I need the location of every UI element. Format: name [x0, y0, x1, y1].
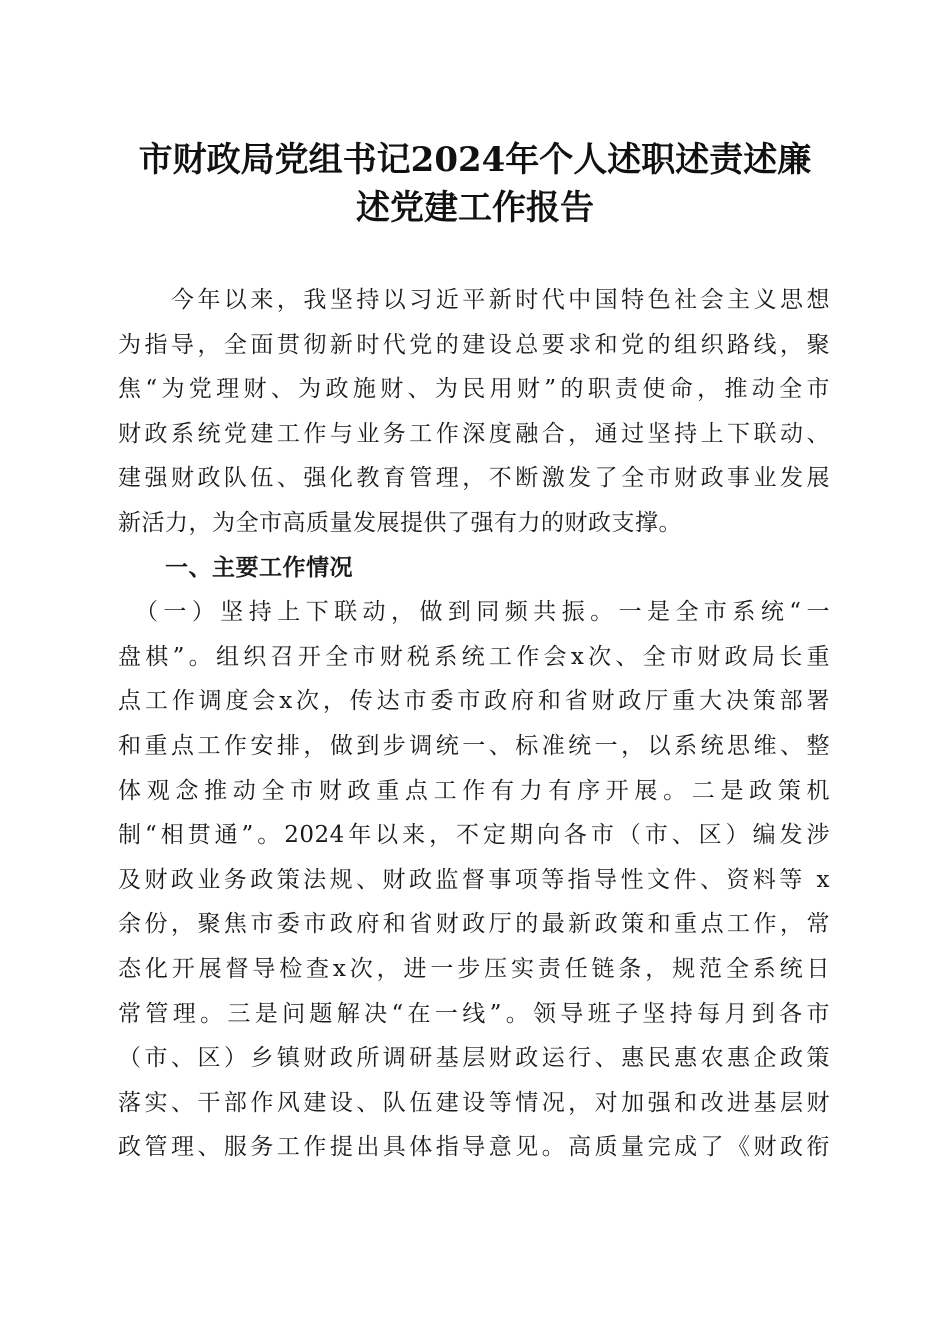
section-heading-main-work: 一、主要工作情况	[118, 554, 353, 581]
title-line-2: 述党建工作报告	[356, 188, 594, 228]
body-line-intro-1: 今年以来，我坚持以习近平新时代中国特色社会主义思想	[118, 287, 830, 313]
body-line-intro-5: 建强财政队伍、强化教育管理，不断激发了全市财政事业发展	[118, 465, 830, 492]
body-line-intro-6: 新活力，为全市高质量发展提供了强有力的财政支撑。	[118, 509, 682, 536]
body-line-intro-2: 为指导，全面贯彻新时代党的建设总要求和党的组织路线，聚	[118, 331, 830, 358]
body-line-section1-13: 政管理、服务工作提出具体指导意见。高质量完成了《财政衔	[118, 1134, 830, 1161]
body-line-intro-3: 焦“为党理财、为政施财、为民用财”的职责使命，推动全市	[118, 376, 830, 403]
body-line-section1-6: 制“相贯通”。2024年以来，不定期向各市（市、区）编发涉	[118, 822, 830, 849]
body-line-intro-4: 财政系统党建工作与业务工作深度融合，通过坚持上下联动、	[118, 420, 830, 447]
body-line-section1-7: 及财政业务政策法规、财政监督事项等指导性文件、资料等 x	[118, 866, 830, 893]
body-line-section1-2: 盘棋”。组织召开全市财税系统工作会x次、全市财政局长重	[118, 643, 830, 670]
body-line-section1-9: 态化开展督导检查x次，进一步压实责任链条，规范全系统日	[118, 955, 830, 982]
body-line-section1-5: 体观念推动全市财政重点工作有力有序开展。二是政策机	[118, 777, 830, 804]
body-line-section1-1: （一）坚持上下联动，做到同频共振。一是全市系统“一	[118, 599, 830, 626]
body-line-section1-10: 常管理。三是问题解决“在一线”。领导班子坚持每月到各市	[118, 1000, 830, 1027]
body-line-section1-12: 落实、干部作风建设、队伍建设等情况，对加强和改进基层财	[118, 1089, 830, 1116]
title-line-1: 市财政局党组书记2024年个人述职述责述廉	[138, 140, 812, 180]
body-line-section1-8: 余份，聚焦市委市政府和省财政厅的最新政策和重点工作，常	[118, 911, 830, 938]
document-body	[118, 278, 830, 1170]
body-line-section1-4: 和重点工作安排，做到步调统一、标准统一，以系统思维、整	[118, 732, 830, 759]
body-line-section1-3: 点工作调度会x次，传达市委市政府和省财政厅重大决策部署	[118, 688, 830, 715]
document-title	[100, 136, 850, 232]
body-line-section1-11: （市、区）乡镇财政所调研基层财政运行、惠民惠农惠企政策	[118, 1045, 830, 1072]
